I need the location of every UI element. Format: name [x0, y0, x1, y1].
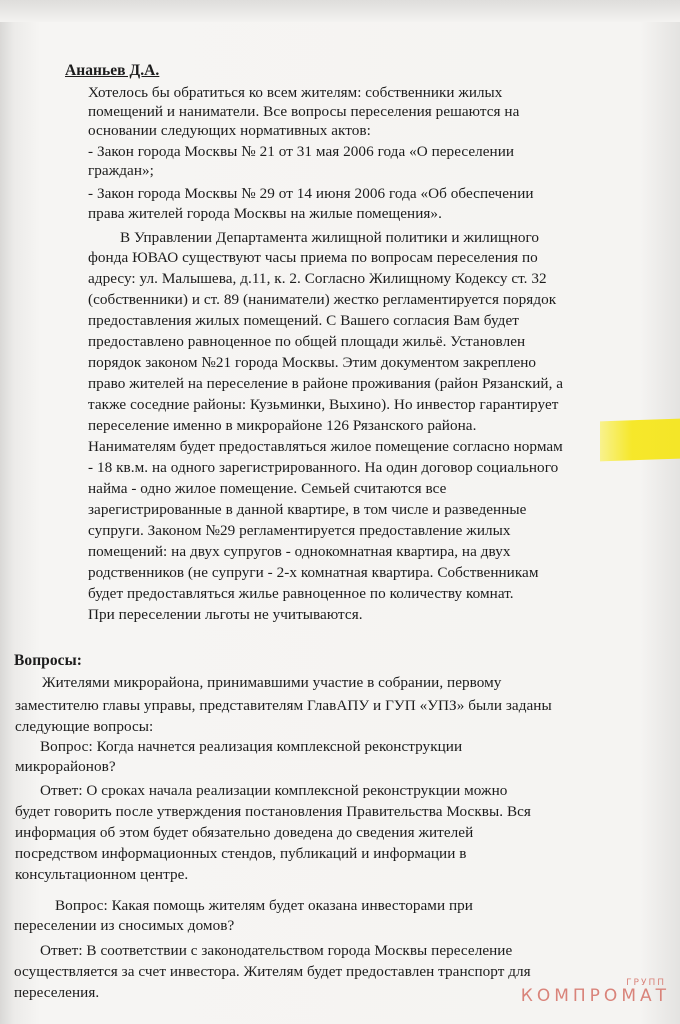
questions-heading: Вопросы:: [14, 652, 82, 669]
text-line: право жителей на переселение в районе проживания (район Рязанский, а: [88, 375, 564, 392]
watermark-logo-text: КОМПРОМАТ: [520, 986, 670, 1006]
text-line: зарегистрированные в данной квартире, в том числе и разведенные: [88, 501, 527, 518]
text-line: осуществляется за счет инвестора. Жителям будет предоставлен транспорт для: [14, 963, 531, 980]
text-line: микрорайонов?: [15, 758, 116, 775]
text-line: Вопрос: Когда начнется реализация комплексной реконструкции: [40, 738, 463, 755]
text-line: также соседние районы: Кузьминки, Выхино). Но инвестор гарантирует: [88, 396, 559, 413]
text-line: переселения.: [14, 984, 100, 1001]
text-line: Ответ: В соответствии с законодательством города Москвы переселение: [40, 942, 513, 959]
text-line: - 18 кв.м. на одного зарегистрированного. На один договор социального: [88, 459, 559, 476]
text-line: - Закон города Москвы № 29 от 14 июня 2006 года «Об обеспечении: [88, 185, 534, 202]
text-line: фонда ЮВАО существуют часы приема по вопросам переселения по: [88, 249, 538, 266]
text-line: адресу: ул. Малышева, д.11, к. 2. Согласно Жилищному Кодексу ст. 32: [88, 270, 547, 287]
text-line: родственников (не супруги - 2-х комнатная квартира. Собственникам: [88, 564, 539, 581]
text-line: (собственники) и ст. 89 (наниматели) жестко регламентируется порядок: [88, 291, 557, 308]
text-line: переселении из сносимых домов?: [14, 917, 235, 934]
text-line: - Закон города Москвы № 21 от 31 мая 2006 года «О переселении: [88, 143, 515, 160]
text-line: предоставлено равноценное по общей площади жильё. Установлен: [88, 333, 526, 350]
text-line: переселение именно в микрорайоне 126 Рязанского района.: [88, 417, 477, 434]
text-line: помещений и наниматели. Все вопросы переселения решаются на: [88, 103, 520, 120]
text-line: информация об этом будет обязательно доведена до сведения жителей: [15, 824, 474, 841]
text-line: посредством информационных стендов, публикаций и информации в: [15, 845, 467, 862]
highlighter-mark: [600, 419, 680, 462]
text-line: основании следующих нормативных актов:: [88, 122, 371, 139]
text-line: порядок законом №21 города Москвы. Этим документом закреплено: [88, 354, 537, 371]
text-line: будет говорить после утверждения постановления Правительства Москвы. Вся: [15, 803, 531, 820]
page-top-shadow: [0, 0, 680, 22]
text-line: Жителями микрорайона, принимавшими участие в собрании, первому: [42, 674, 502, 691]
text-line: помещений: на двух супругов - однокомнатная квартира, на двух: [88, 543, 511, 560]
text-line: граждан»;: [88, 162, 154, 179]
text-line: консультационном центре.: [15, 866, 189, 883]
text-line: заместителю главы управы, представителям ГлавАПУ и ГУП «УПЗ» были заданы: [15, 697, 552, 714]
author-heading: Ананьев Д.А.: [65, 62, 160, 79]
text-line: предоставления жилых помещений. С Вашего согласия Вам будет: [88, 312, 519, 329]
text-line: Ответ: О сроках начала реализации комплексной реконструкции можно: [40, 782, 508, 799]
text-line: Нанимателям будет предоставляться жилое помещение согласно нормам: [88, 438, 563, 455]
text-line: Хотелось бы обратиться ко всем жителям: собственники жилых: [88, 84, 503, 101]
text-line: будет предоставляться жилье равноценное по количеству комнат.: [88, 585, 514, 602]
text-line: права жителей города Москвы на жилые помещения».: [88, 205, 442, 222]
text-line: В Управлении Департамента жилищной политики и жилищного: [120, 229, 540, 246]
text-line: найма - одно жилое помещение. Семьей считаются все: [88, 480, 447, 497]
watermark-top-text: ГРУПП: [626, 978, 666, 988]
text-line: Вопрос: Какая помощь жителям будет оказана инвесторами при: [55, 897, 473, 914]
text-line: следующие вопросы:: [15, 718, 154, 735]
text-line: При переселении льготы не учитываются.: [88, 606, 363, 623]
text-line: супруги. Законом №29 регламентируется предоставление жилых: [88, 522, 511, 539]
